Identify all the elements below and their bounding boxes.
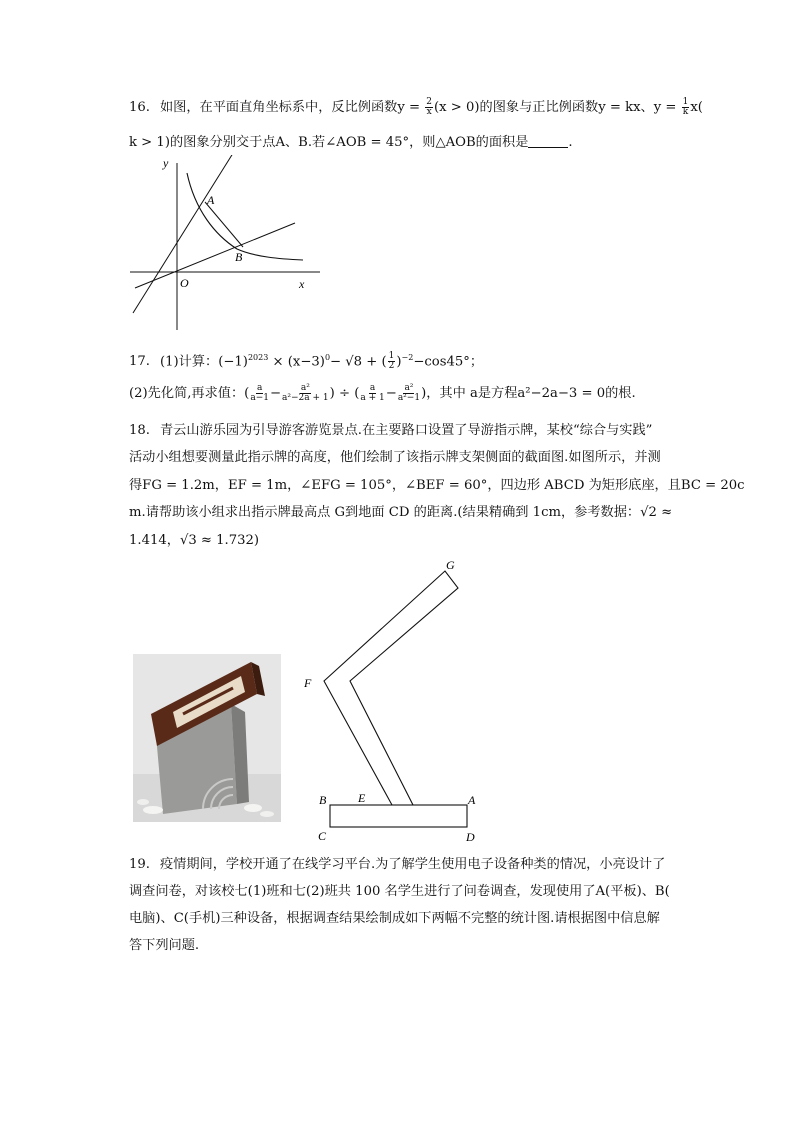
label-o: O xyxy=(180,276,189,290)
q16-figure xyxy=(125,155,325,335)
label-x: x xyxy=(299,277,305,291)
label-y: y xyxy=(163,156,169,170)
answer-blank[interactable] xyxy=(528,133,568,148)
q18-figure xyxy=(300,552,490,847)
q18-number: 18. xyxy=(129,423,150,438)
q16-fraction-1-over-k: $\frac{1}{k}$ xyxy=(682,97,689,117)
q16-number: 16. xyxy=(129,100,150,115)
q17-line-1: 17. (1)计算：$(-1)^{2023} \times (x-3)^0- √8$ + ( $\frac{1}{2}$ )$^{-2}$−cos45°； xyxy=(129,351,484,372)
q16-text-c: x( xyxy=(690,100,703,115)
q17-fraction-half: $\frac{1}{2}$ xyxy=(388,351,395,372)
svg-text:D: D xyxy=(466,830,475,844)
q16-line-2: k > 1)的图象分别交于点A、B.若∠AOB = 45°，则△AOB的面积是 . xyxy=(129,135,573,150)
svg-text:E: E xyxy=(358,791,366,805)
q19-line-3: 电脑)、C(手机)三种设备，根据调查结果绘制成如下两幅不完整的统计图.请根据图中信息解 xyxy=(129,911,660,926)
signboard-photo xyxy=(133,654,281,822)
q16-fraction-2-over-x: $\frac{2}{x}$ xyxy=(426,97,432,117)
svg-text:C: C xyxy=(318,829,327,843)
q16-text-d: k > 1)的图象分别交于点A、B.若∠AOB = 45°，则△AOB的面积是 xyxy=(129,135,529,150)
svg-text:G: G xyxy=(446,558,455,572)
q19-line-4: 答下列问题. xyxy=(129,938,200,953)
q18-line-5: 1.414，√3 ≈ 1.732) xyxy=(129,533,260,548)
line-ob xyxy=(135,223,295,288)
svg-text:F: F xyxy=(304,676,312,690)
q19-number: 19. xyxy=(129,857,150,872)
q16-text-a: 如图，在平面直角坐标系中，反比例函数y = xyxy=(159,100,425,115)
q17-number: 17. xyxy=(129,354,150,370)
hyperbola-curve xyxy=(187,173,303,260)
svg-text:A: A xyxy=(468,793,476,807)
base-rectangle xyxy=(330,805,467,827)
q16-line-1 xyxy=(129,98,703,118)
q18-line-3: 得FG = 1.2m，EF = 1m，∠EFG = 105°，∠BEF = 60°，四边形 ABCD 为矩形底座，且BC = 20c xyxy=(129,478,745,493)
bracket-shape xyxy=(324,571,458,805)
q17-line-2: (2)先化简,再求值：( $\frac{a}{a-1}$ − $\frac{\text{a²}}{\text{a²−2a + 1}}$ ) ÷ ( $\frac{a}{a + 1}$ − $\frac{\text{a²}}{\text{a²−1}}$ )，其中 a是方程a²−2a−3 = 0的根. xyxy=(129,383,636,403)
q19-line-1: 19. 疫情期间，学校开通了在线学习平台.为了解学生使用电子设备种类的情况，小亮设计了 xyxy=(129,855,665,875)
q18-line-2: 活动小组想要测量此指示牌的高度，他们绘制了该指示牌支架侧面的截面图.如图所示，并测 xyxy=(129,450,661,465)
label-a: A xyxy=(207,193,215,207)
q19-line-2: 调查问卷，对该校七(1)班和七(2)班共 100 名学生进行了问卷调查，发现使用了A(平板)、B( xyxy=(129,884,670,899)
label-b: B xyxy=(235,250,243,264)
q18-line-1: 18. 青云山游乐园为引导游客游览景点.在主要路口设置了导游指示牌，某校“综合与实践” xyxy=(129,421,652,441)
q18-line-4: m.请帮助该小组求出指示牌最高点 G到地面 CD 的距离.(结果精确到 1cm，参考数据：√2 ≈ xyxy=(129,505,673,520)
q16-text-b: (x > 0)的图象与正比例函数y = kx、y = xyxy=(433,100,681,115)
svg-text:B: B xyxy=(319,793,327,807)
